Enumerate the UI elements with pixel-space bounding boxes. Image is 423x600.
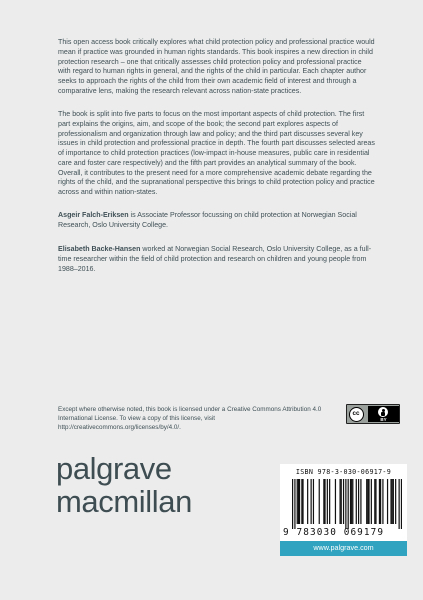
barcode-bar [390, 479, 391, 524]
barcode-bar [401, 479, 402, 529]
barcode-bar [367, 479, 368, 524]
barcode-bar [302, 479, 303, 524]
barcode-bar [341, 479, 342, 524]
barcode-bar [298, 479, 299, 524]
barcode-bar [313, 479, 314, 524]
barcode-bar [345, 479, 346, 529]
barcode-bar [319, 479, 320, 524]
barcode-bar [329, 479, 330, 524]
barcode-bar [358, 479, 359, 524]
barcode-bar [368, 479, 369, 524]
author-bio-1 [58, 211, 376, 231]
barcode-bar [374, 479, 375, 524]
barcode-bar [352, 479, 353, 524]
author-bio-text: is Associate Professor focussing on child protection at Norwegian Social Research, Oslo University College. [58, 211, 357, 229]
blurb-paragraph-2: The book is split into five parts to focus on the most important aspects of child protection. The first part explains the origins, aim, and scope of the book; the second part explores aspects of professionalism and organization through law and policy; and the third part discusses several key issues in child protection and professional practice in depth. The fourth part discusses selected areas of importance to child protection practices (low-impact in-house measures, public care in residential care and foster care respectively) and the fifth part provides an analytical summary of the book. Overall, it contributes to the present need for a more comprehensive academic debate regarding the rights of the child, and the supranational perspective this brings to child protection policy and practice across and within nation-states. [58, 110, 375, 196]
barcode-bar [311, 479, 312, 524]
author-bio-2 [58, 245, 376, 274]
barcode-bar [393, 479, 394, 524]
barcode-bar [348, 479, 349, 529]
barcode-bar [366, 479, 367, 524]
barcode-bar [380, 479, 381, 524]
publisher-logo-macmillan: macmillan [56, 484, 192, 519]
author-name: Elisabeth Backe-Hansen [58, 245, 141, 253]
barcode-bar [327, 479, 328, 524]
barcode-bar [371, 479, 372, 524]
barcode-bar [324, 479, 325, 524]
barcode-bar [395, 479, 396, 524]
barcode-bar [335, 479, 336, 524]
attribution-icon [368, 406, 399, 422]
barcode-bar [299, 479, 300, 524]
cc-label: cc [352, 410, 360, 417]
barcode-bar [387, 479, 388, 524]
barcode-bar [297, 479, 298, 524]
barcode-bar [392, 479, 393, 524]
publisher-logo-palgrave: palgrave [56, 451, 172, 486]
barcode-bar [351, 479, 352, 524]
barcode-bar [356, 479, 357, 524]
barcode-bar [350, 479, 351, 524]
barcode-bar [339, 479, 340, 524]
barcode-bar [292, 479, 293, 529]
by-label: BY [380, 417, 387, 422]
barcode-bar [375, 479, 376, 524]
isbn-label: ISBN 978-3-030-06917-9 [295, 468, 392, 476]
barcode-bar [294, 479, 295, 529]
license-notice: Except where otherwise noted, this book is licensed under a Creative Commons Attribution 4.0 International License. To view a copy of this license, visit http://creativecommons.org/licenses/by/4.0/. [58, 406, 322, 431]
barcode-bars [292, 479, 402, 529]
website-link[interactable]: www.palgrave.com [313, 543, 374, 552]
barcode-bar [307, 479, 308, 524]
author-name: Asgeir Falch-Eriksen [58, 211, 129, 219]
barcode-bar [343, 479, 344, 524]
cc-by-license-icon [346, 404, 400, 424]
cc-icon [349, 407, 364, 422]
barcode-bar [360, 479, 361, 524]
barcode [280, 464, 407, 541]
ean-digits: 9 783030 069179 [283, 527, 385, 538]
author-bio-text: worked at Norwegian Social Research, Oslo University College, as a full-time researcher within the field of child protection and research on children and young people from 1988–2016. [58, 245, 372, 273]
barcode-bar [382, 479, 383, 524]
barcode-bar [323, 479, 324, 524]
barcode-bar [399, 479, 400, 529]
barcode-bar [301, 479, 302, 524]
barcode-bar [379, 479, 380, 524]
blurb-paragraph-1: This open access book critically explores what child protection policy and professional practice would mean if practice was grounded in human rights standards. This book inspires a new direction in child protection research – one that critically assesses child protection policy and professional practice with regard to human rights in general, and the rights of the child in particular. Each chapter author seeks to approach the rights of the child from their own academic field of interest and through a comparative lens, making the research relevant across nation-state practices. [58, 38, 375, 95]
person-icon [378, 407, 388, 417]
website-bar[interactable] [280, 541, 407, 556]
